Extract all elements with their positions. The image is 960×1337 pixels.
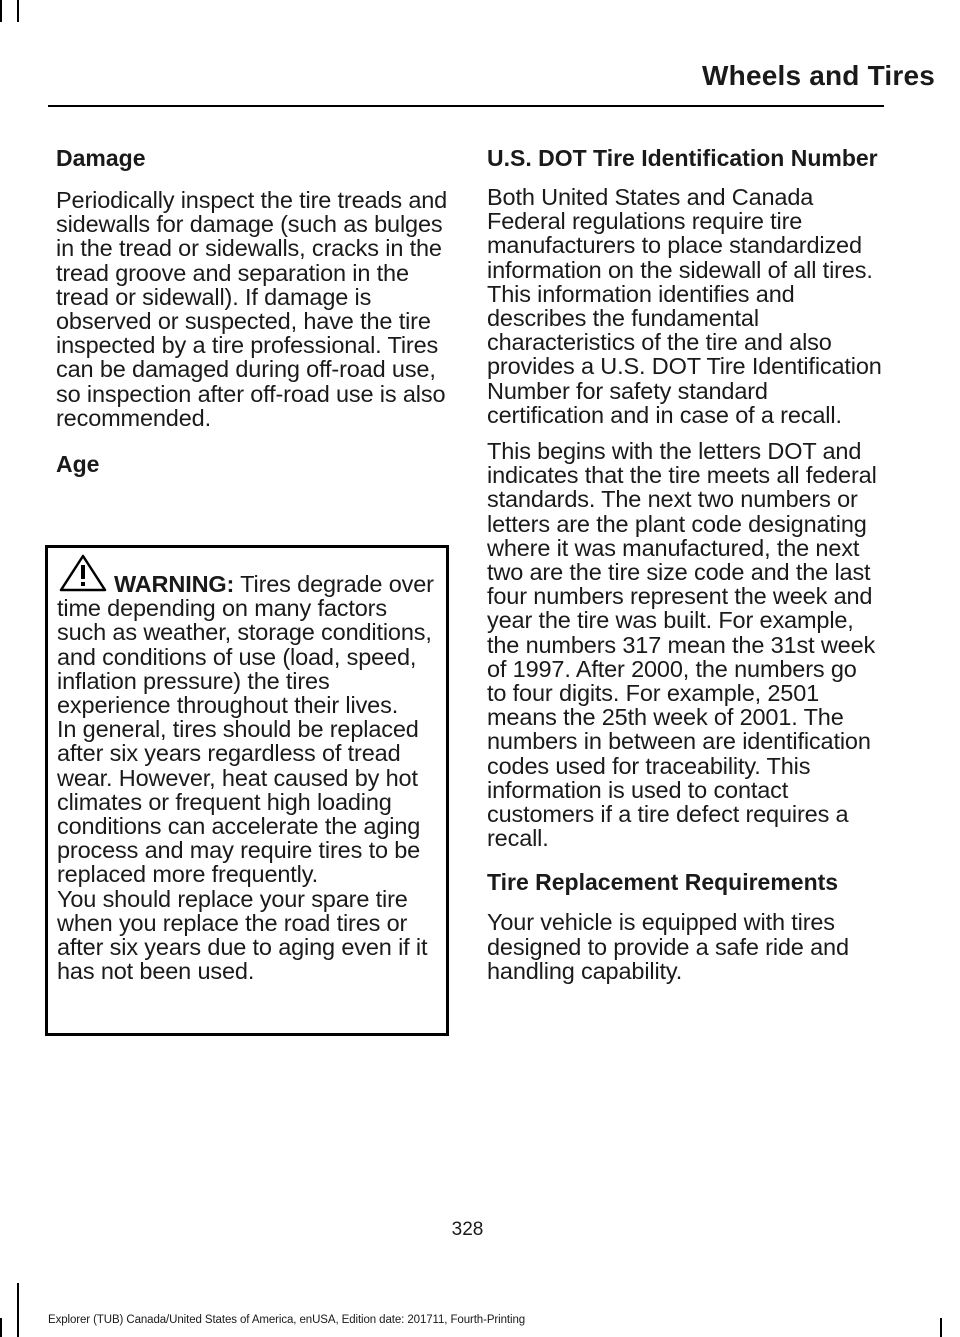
crop-mark — [0, 0, 2, 22]
dot-paragraph-1: Both United States and Canada Federal regulations require tire manufacturers to place standardized information on the sidewall of all tires. This information identifies and describes the fundamental characteristics of the tire and also provides a U.S. DOT Tire Identification Number for safety standard certification and in case of a recall. — [487, 184, 882, 428]
section-heading-dot-tin: U.S. DOT Tire Identification Number — [487, 145, 878, 171]
crop-mark — [0, 1318, 2, 1337]
header-rule — [48, 105, 884, 107]
warning-sentence: Tires degrade over time depending on many factors such as weather, storage conditions, and conditions of use (load, speed, inflation pressure) the tires experience throughout their lives. — [57, 571, 434, 719]
crop-mark — [940, 1318, 942, 1337]
dot-paragraph-2: This begins with the letters DOT and indicates that the tire meets all federal standards. The next two numbers or letters are the plant code designating where it was manufactured, the next two are the tire size code and the last four numbers represent the week and year the tire was built. For example, the numbers 317 mean the 31st week of 1997. After 2000, the numbers go to four digits. For example, 2501 means the 25th week of 2001. The numbers in between are identification codes used for traceability. This information is used to contact customers if a tire defect requires a recall. — [487, 438, 877, 852]
warning-text-1 — [57, 572, 438, 717]
warning-label: WARNING: — [114, 571, 235, 597]
section-heading-replacement: Tire Replacement Requirements — [487, 869, 839, 896]
left-column — [56, 146, 456, 493]
section-heading-age: Age — [56, 451, 100, 478]
warning-box — [45, 545, 449, 1036]
damage-paragraph: Periodically inspect the tire treads and sidewalls for damage (such as bulges in the tread or sidewalls, cracks in the tread groove and separation in the tread or sidewall). If damage is observed or suspected, have the tire inspected by a tire professional. Tires can be damaged during off-road use, so inspection after off-road use is also recommended. — [56, 187, 448, 431]
page-header-title: Wheels and Tires — [702, 60, 935, 91]
warning-triangle-icon — [59, 554, 107, 592]
crop-mark — [17, 1283, 19, 1337]
warning-text-3: You should replace your spare tire when you replace the road tires or after six years due to aging even if it has not been used. — [57, 885, 428, 985]
footer-edition: Explorer (TUB) Canada/United States of America, enUSA, Edition date: 201711, Fourth-Printing — [48, 1314, 526, 1326]
crop-mark — [17, 0, 19, 22]
page-number: 328 — [451, 1219, 484, 1240]
replacement-paragraph: Your vehicle is equipped with tires designed to provide a safe ride and handling capability. — [487, 909, 849, 984]
section-heading-damage: Damage — [56, 145, 146, 171]
right-column — [487, 146, 882, 1003]
warning-text-2: In general, tires should be replaced after six years regardless of tread wear. However, heat caused by hot climates or frequent high loading conditions can accelerate the aging process and may require tires to be replaced more frequently. — [57, 716, 421, 888]
